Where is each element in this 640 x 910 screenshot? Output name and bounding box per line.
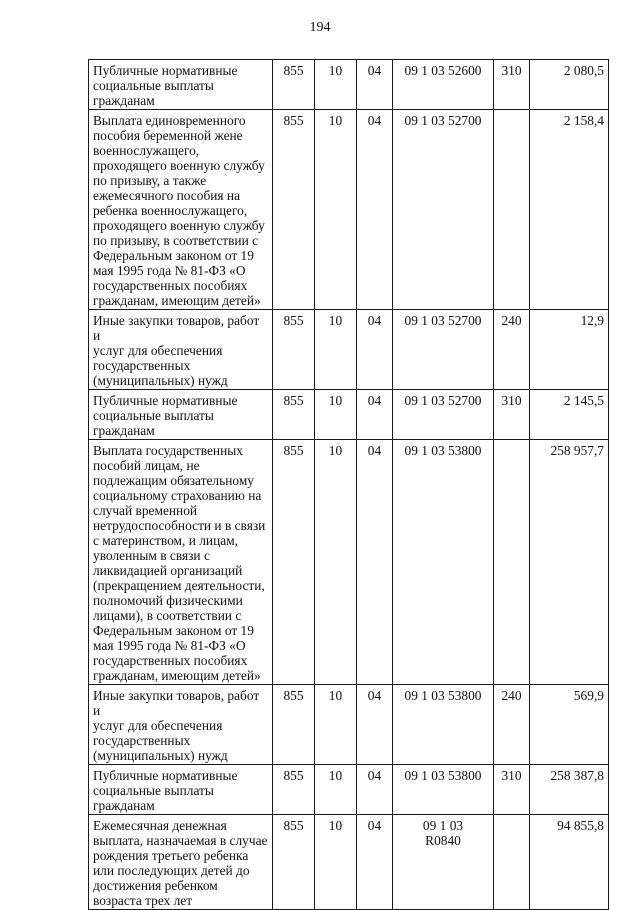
section-cell: 10 bbox=[315, 310, 357, 390]
amount-cell: 569,9 bbox=[530, 685, 609, 765]
table-row bbox=[89, 685, 609, 765]
section-cell: 10 bbox=[315, 440, 357, 685]
expense-name-cell bbox=[89, 60, 273, 110]
table-row bbox=[89, 110, 609, 310]
table-row bbox=[89, 310, 609, 390]
target-article-code: 09 1 03 R0840 bbox=[422, 818, 464, 848]
expense-name-cell bbox=[89, 440, 273, 685]
subsection-cell: 04 bbox=[357, 765, 393, 815]
grbs-cell: 855 bbox=[273, 60, 315, 110]
subsection-cell: 04 bbox=[357, 815, 393, 910]
expense-type-cell: 310 bbox=[494, 390, 530, 440]
section-cell: 10 bbox=[315, 815, 357, 910]
expense-type-cell: 240 bbox=[494, 310, 530, 390]
expense-name-cell bbox=[89, 110, 273, 310]
subsection-cell: 04 bbox=[357, 685, 393, 765]
section-cell: 10 bbox=[315, 390, 357, 440]
table-row bbox=[89, 765, 609, 815]
target-article-cell bbox=[393, 310, 494, 390]
page-number: 194 bbox=[309, 20, 331, 35]
amount-cell: 258 387,8 bbox=[530, 765, 609, 815]
expense-name-cell bbox=[89, 390, 273, 440]
subsection-cell: 04 bbox=[357, 60, 393, 110]
target-article-code: 09 1 03 52600 bbox=[404, 63, 482, 78]
amount-cell: 2 158,4 bbox=[530, 110, 609, 310]
target-article-code: 09 1 03 52700 bbox=[404, 113, 482, 128]
target-article-cell bbox=[393, 390, 494, 440]
table-row bbox=[89, 390, 609, 440]
section-cell: 10 bbox=[315, 765, 357, 815]
section-cell: 10 bbox=[315, 110, 357, 310]
grbs-cell: 855 bbox=[273, 310, 315, 390]
expense-name: Выплата государственных пособий лицам, не подлежащим обязательному социальному страхованию на случай временной нетрудоспособности и в связи с материнством, и лицам, уволенным в связи с ликвидацией организаций (прекращением деятельности, полномочий физическими лицами), в соответствии с Федеральным законом от 19 мая 1995 года № 81-ФЗ «О государственных пособиях гражданам, имеющим детей» bbox=[93, 443, 266, 683]
target-article-code: 09 1 03 53800 bbox=[404, 688, 482, 703]
expense-name: Публичные нормативные социальные выплаты гражданам bbox=[93, 393, 238, 438]
target-article-cell bbox=[393, 60, 494, 110]
expense-name: Публичные нормативные социальные выплаты гражданам bbox=[93, 768, 238, 813]
expense-name: Иные закупки товаров, работ и услуг для обеспечения государственных (муниципальных) нужд bbox=[93, 313, 260, 388]
section-cell: 10 bbox=[315, 685, 357, 765]
expense-type-cell: 240 bbox=[494, 685, 530, 765]
amount-cell: 258 957,7 bbox=[530, 440, 609, 685]
target-article-code: 09 1 03 53800 bbox=[404, 443, 482, 458]
expense-name: Выплата единовременного пособия беременной жене военнослужащего, проходящего военную службу по призыву, а также ежемесячного пособия на ребенка военнослужащего, проходящего военную службу по призыву, в соответствии с Федеральным законом от 19 мая 1995 года № 81-ФЗ «О государственных пособиях гражданам, имеющим детей» bbox=[93, 113, 265, 308]
expense-type-cell bbox=[494, 110, 530, 310]
grbs-cell: 855 bbox=[273, 765, 315, 815]
amount-cell: 2 145,5 bbox=[530, 390, 609, 440]
target-article-code: 09 1 03 52700 bbox=[404, 313, 482, 328]
amount-cell: 94 855,8 bbox=[530, 815, 609, 910]
budget-table bbox=[88, 59, 609, 910]
table-row bbox=[89, 815, 609, 910]
target-article-code: 09 1 03 53800 bbox=[404, 768, 482, 783]
subsection-cell: 04 bbox=[357, 390, 393, 440]
target-article-code: 09 1 03 52700 bbox=[404, 393, 482, 408]
subsection-cell: 04 bbox=[357, 440, 393, 685]
table-row bbox=[89, 60, 609, 110]
expense-name: Иные закупки товаров, работ и услуг для обеспечения государственных (муниципальных) нужд bbox=[93, 688, 260, 763]
grbs-cell: 855 bbox=[273, 110, 315, 310]
expense-name: Публичные нормативные социальные выплаты гражданам bbox=[93, 63, 238, 108]
amount-cell: 2 080,5 bbox=[530, 60, 609, 110]
subsection-cell: 04 bbox=[357, 310, 393, 390]
subsection-cell: 04 bbox=[357, 110, 393, 310]
target-article-cell bbox=[393, 765, 494, 815]
target-article-cell bbox=[393, 440, 494, 685]
grbs-cell: 855 bbox=[273, 440, 315, 685]
table-row bbox=[89, 440, 609, 685]
target-article-cell bbox=[393, 815, 494, 910]
expense-type-cell: 310 bbox=[494, 765, 530, 815]
grbs-cell: 855 bbox=[273, 685, 315, 765]
amount-cell: 12,9 bbox=[530, 310, 609, 390]
target-article-cell bbox=[393, 110, 494, 310]
grbs-cell: 855 bbox=[273, 390, 315, 440]
expense-name: Ежемесячная денежная выплата, назначаемая в случае рождения третьего ребенка или последующих детей до достижения ребенком возраста трех лет bbox=[93, 818, 268, 908]
section-cell: 10 bbox=[315, 60, 357, 110]
expense-type-cell: 310 bbox=[494, 60, 530, 110]
expense-name-cell bbox=[89, 310, 273, 390]
grbs-cell: 855 bbox=[273, 815, 315, 910]
expense-type-cell bbox=[494, 440, 530, 685]
target-article-cell bbox=[393, 685, 494, 765]
expense-name-cell bbox=[89, 765, 273, 815]
expense-name-cell bbox=[89, 685, 273, 765]
expense-name-cell bbox=[89, 815, 273, 910]
expense-type-cell bbox=[494, 815, 530, 910]
